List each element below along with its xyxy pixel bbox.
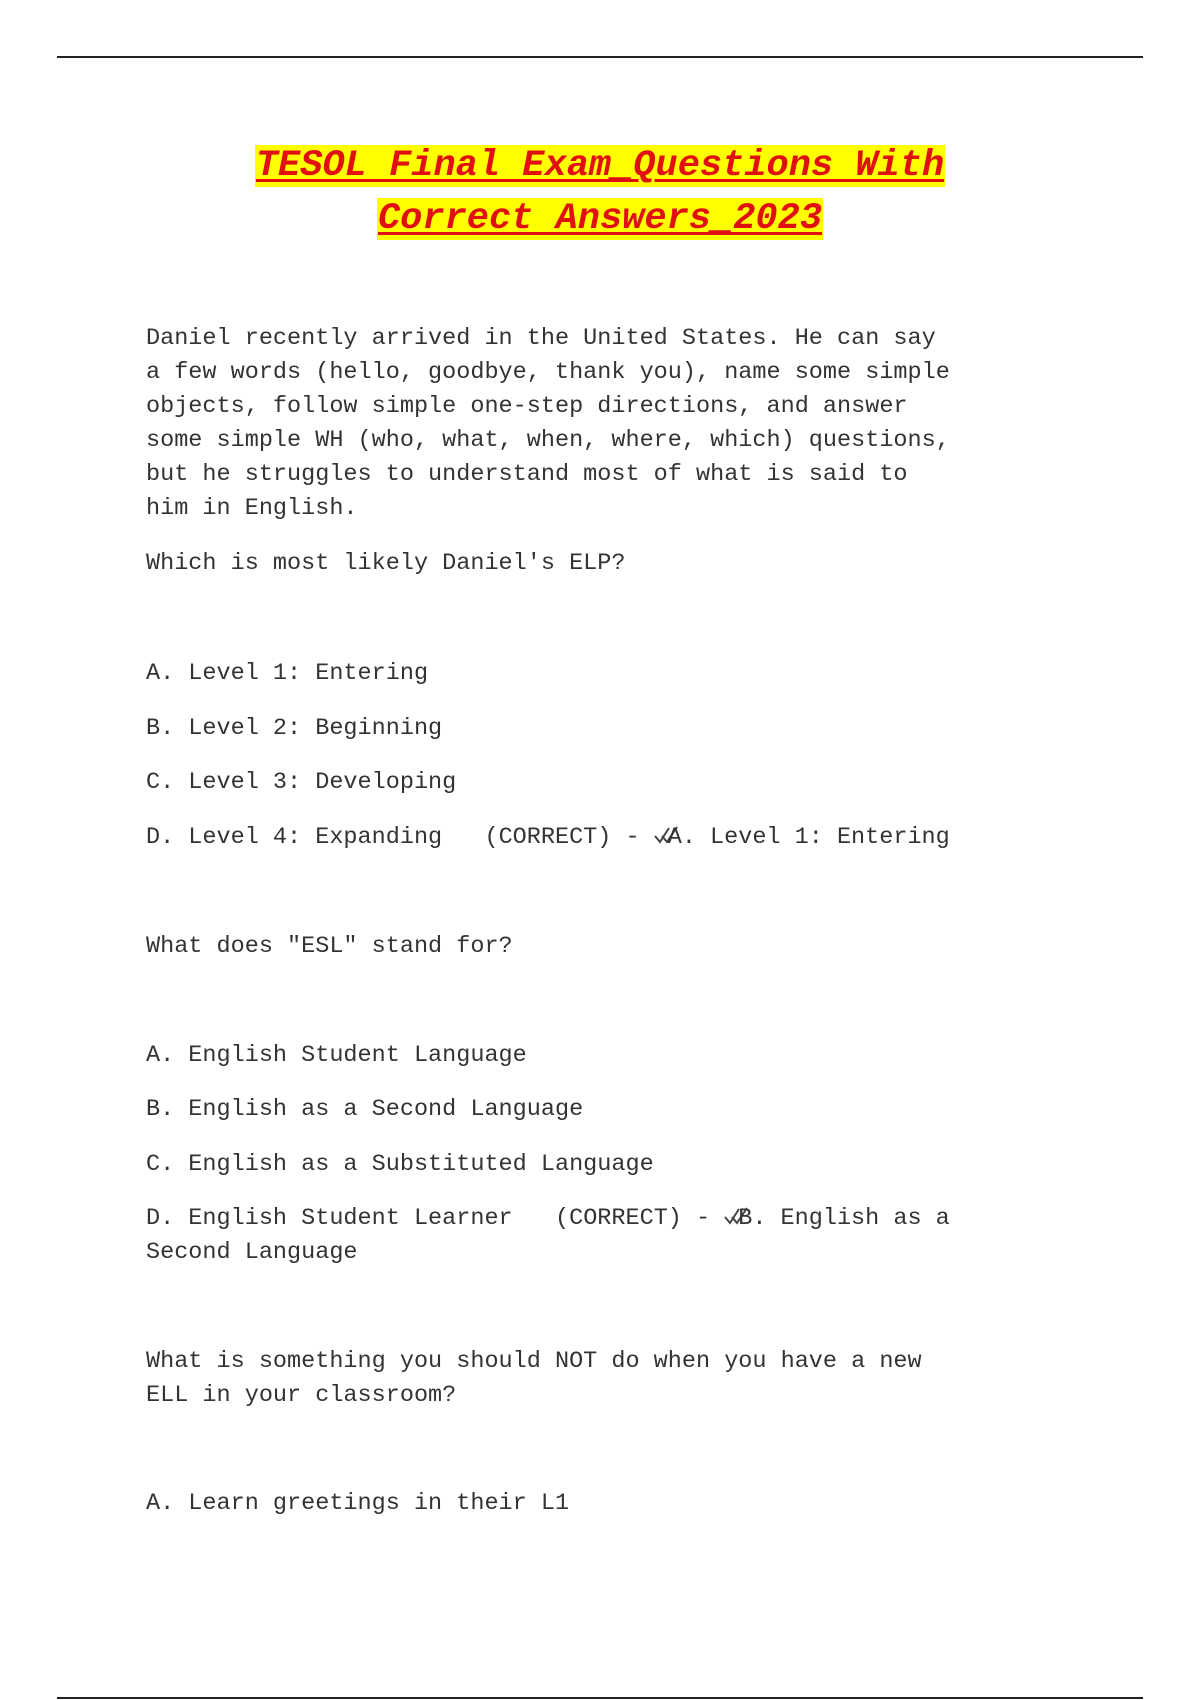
q3-question: What is something you should NOT do when you have a new ELL in your classroom? [146,1348,922,1409]
q1-question: Which is most likely Daniel's ELP? [146,550,626,577]
q2-option-b: B. English as a Second Language [146,1096,584,1123]
title-line-2: Correct Answers_2023 [377,198,823,240]
footer-rule [57,1697,1143,1699]
q2-question: What does "ESL" stand for? [146,933,513,960]
q2-option-c: C. English as a Substituted Language [146,1151,654,1178]
q2-option-a: A. English Student Language [146,1042,527,1069]
q3-option-a: A. Learn greetings in their L1 [146,1490,570,1517]
document-title [0,140,1200,246]
q1-option-b: B. Level 2: Beginning [146,715,443,742]
q1-option-c: C. Level 3: Developing [146,769,457,796]
q2-correct-answer-1: B. English as a [738,1205,950,1232]
q2-correct-answer-2: Second Language [146,1239,358,1266]
q1-stem: Daniel recently arrived in the United States. He can say a few words (hello, goodbye, thank you), name some simple objects, follow simple one-step directions, and answer some simple WH (who, what, when, where, which) questions, but he struggles to understand most of what is said to him in English. [146,325,950,522]
q1-option-d: D. Level 4: Expanding [146,824,443,851]
q2-correct-prefix: (CORRECT) - [554,1205,711,1232]
q1-correct-answer: A. Level 1: Entering [667,824,950,851]
q1-option-a: A. Level 1: Entering [146,660,429,687]
q2-option-d: D. English Student Learner [146,1205,513,1232]
q2-option-d-line [146,1202,1066,1270]
header-rule [57,56,1143,58]
title-line-1: TESOL Final Exam_Questions With [255,145,945,187]
q1-correct-prefix: (CORRECT) - [484,824,640,851]
q1-option-d-line [146,821,1066,855]
